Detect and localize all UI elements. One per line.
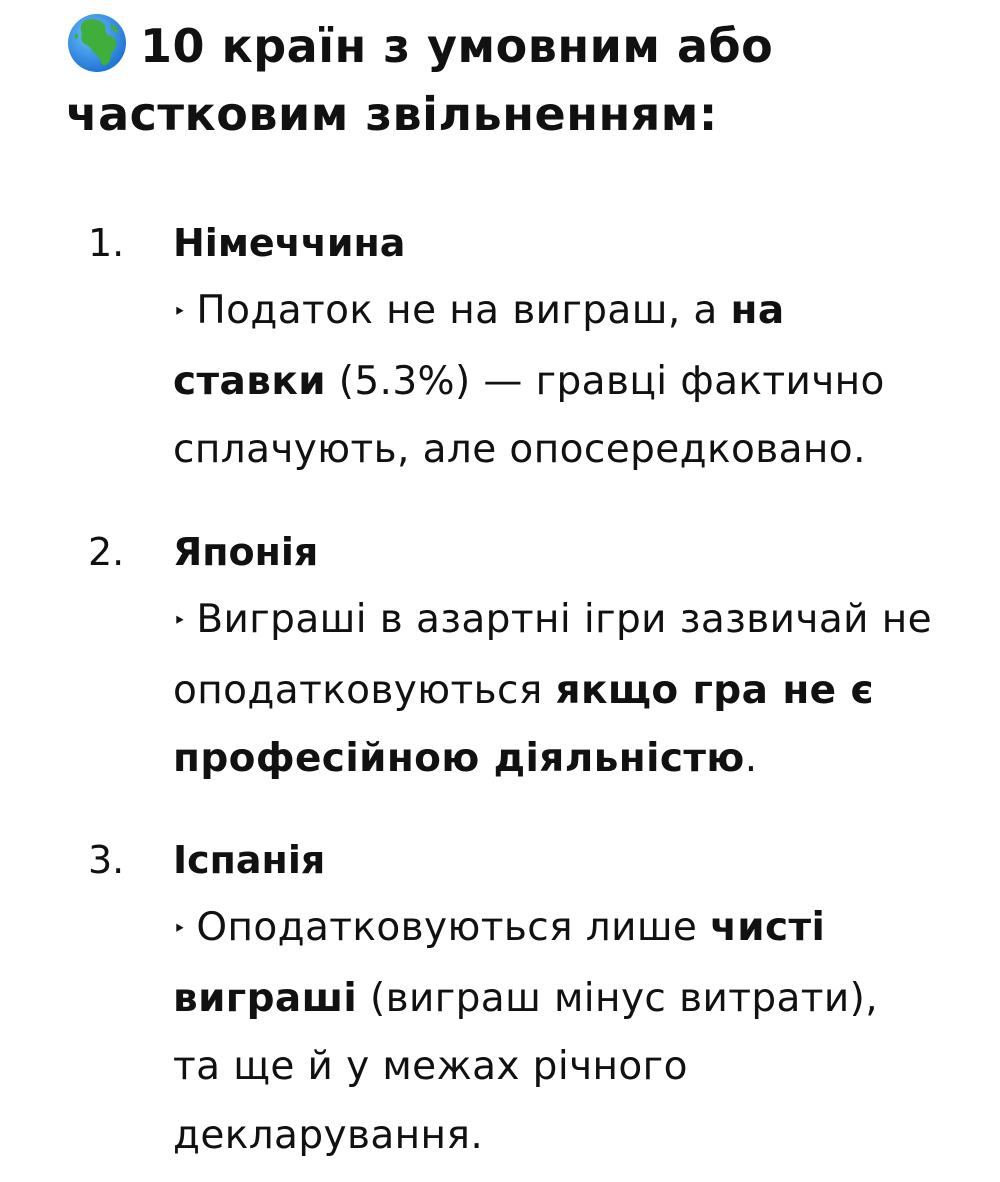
country-title: Японія: [173, 530, 319, 574]
list-number: 2.: [88, 530, 125, 574]
description-text: Оподатковуються лише: [196, 905, 711, 950]
description-text: .: [744, 736, 758, 781]
description-bold-text: на ставки: [173, 288, 785, 404]
description-bold-text: чисті виграші: [173, 905, 826, 1021]
description-text: Виграші в азартні ігри зазвичай не оподатковуються: [173, 597, 932, 713]
country-title: Іспанія: [173, 838, 326, 882]
triangle-bullet-icon: ‣: [173, 917, 187, 942]
list-number: 1.: [88, 221, 125, 265]
description-bold-text: якщо гра не є професійною діяльністю: [173, 667, 875, 781]
country-description: [173, 586, 933, 794]
description-text: (5.3%) — гравці фактично сплачують, але опосередковано.: [173, 358, 885, 472]
country-title: Німеччина: [173, 221, 406, 265]
country-description: [173, 277, 933, 485]
list-number: 3.: [88, 838, 125, 882]
page-heading: [66, 12, 966, 148]
description-text: (виграш мінус витрати), та ще й у межах річного декларування.: [173, 975, 879, 1158]
description-text: Податок не на виграш, а: [196, 288, 731, 333]
triangle-bullet-icon: ‣: [173, 300, 187, 325]
heading-text: 10 країн з умовним або частковим звільненням:: [66, 19, 774, 141]
country-description: [173, 894, 933, 1170]
triangle-bullet-icon: ‣: [173, 609, 187, 634]
globe-africa-icon: [66, 12, 128, 74]
